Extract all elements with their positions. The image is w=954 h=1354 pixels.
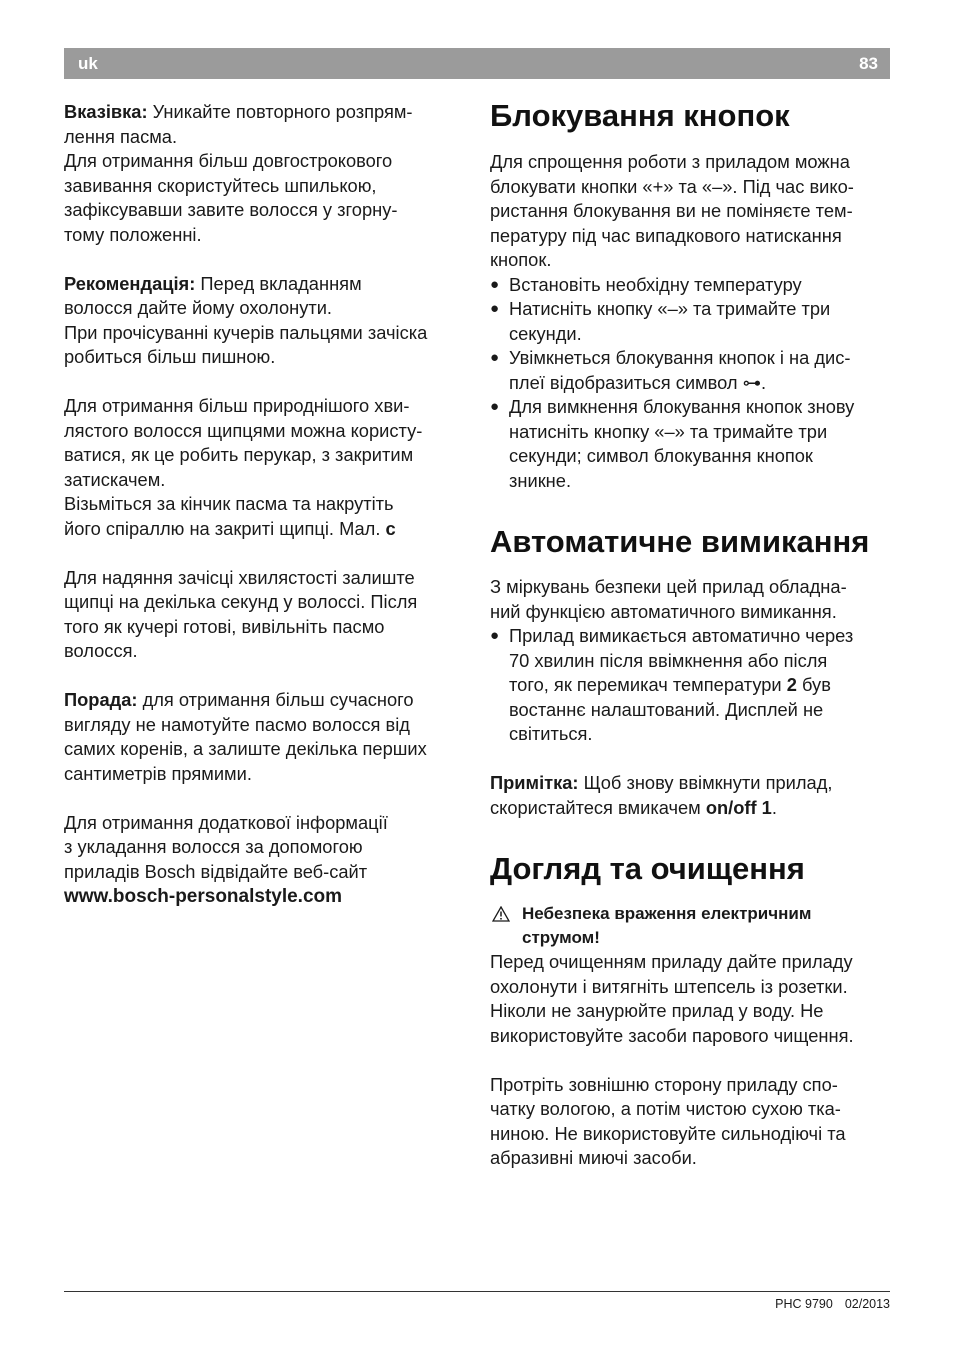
list-item: ● Для вимкнення блокування кнопок знову натисніть кнопку «–» та тримайте три секунди; символ блокування кнопок зникне. [490, 396, 855, 491]
warning-triangle-icon [492, 906, 510, 922]
publication-date: 02/2013 [844, 1297, 890, 1311]
section-title-auto-off: Автоматичне вимикання [490, 524, 870, 559]
bullet-icon: ● [490, 349, 500, 366]
list-item: ● Прилад вимикається автоматично через 70 хвилин після ввімкнення або після того, як перемикач температури 2 був востаннє налаштований. Дисплей не світиться. [490, 625, 854, 744]
figure-reference: c [385, 517, 396, 539]
key-lock-icon: ⊶ [742, 371, 761, 393]
natural-waves-paragraph: Для отримання більш природнішого хви- лястого волосся щипцями можна користу- ватися, як це робить перукар, з закритим затискачем. Візьміться за кінчик пасма та накрутіть його спіраллю на закриті щипці. Мал. c [64, 395, 423, 539]
recommendation-paragraph: Рекомендація: Перед вкладанням волосся дайте йому охолонути. При прочісуванні кучерів пальцями зачіска робиться більш пишною. [64, 272, 428, 367]
care-paragraph: Перед очищенням приладу дайте приладу охолонути і витягніть штепсель із розетки. Ніколи не занурюйте прилад у воду. Не використовуйте засоби парового чищення. [490, 951, 854, 1046]
bullet-icon: ● [490, 627, 500, 644]
list-item: ● Увімкнеться блокування кнопок і на дис- плеї відобразиться символ ⊶. [490, 347, 851, 393]
bullet-icon: ● [490, 398, 500, 415]
page-footer [775, 1297, 890, 1311]
list-item: ● Встановіть необхідну температуру [490, 273, 892, 298]
button-lock-intro: Для спрощення роботи з приладом можна блокувати кнопки «+» та «–». Під час вико- ристання блокування ви не поміняєте тем- пературу під час випадкового натискання кнопок. [490, 151, 854, 270]
model-number: PHC 9790 [775, 1297, 833, 1311]
section-title-care: Догляд та очищення [490, 851, 805, 886]
auto-off-note: Примітка: Щоб знову ввімкнути прилад, скористайтеся вмикачем on/off 1. [490, 772, 833, 818]
electric-shock-warning [490, 902, 892, 950]
section-title-button-lock: Блокування кнопок [490, 98, 790, 133]
list-item: ● Натисніть кнопку «–» та тримайте три секунди. [490, 298, 831, 344]
page-number: 83 [859, 53, 878, 73]
bullet-icon: ● [490, 275, 500, 293]
right-column [490, 100, 892, 1171]
language-code: uk [78, 53, 98, 73]
website-link[interactable]: www.bosch-personalstyle.com [64, 886, 343, 907]
auto-off-intro: З міркувань безпеки цей прилад обладна- ний функцією автоматичного вимикання. [490, 576, 847, 622]
more-info-paragraph: Для отримання додаткової інформації з укладання волосся за допомогою приладів Bosch відвідайте веб-сайт www.bosch-personalstyle.com [64, 811, 388, 907]
auto-off-list [490, 624, 892, 747]
page-header [64, 48, 890, 79]
wave-fixing-paragraph: Для надяння зачісці хвилястості залиште щипці на декілька секунд у волоссі. Після того як кучері готові, вивільніть пасмо волосся. [64, 566, 418, 661]
note-paragraph: Вказівка: Уникайте повторного розпрям- лення пасма. Для отримання більш довгострокового завивання скористуйтесь шпилькою, зафіксувавши завите волосся у згорну- тому положенні. [64, 101, 413, 245]
warning-text: Небезпека враження електричним струмом! [522, 904, 812, 947]
bullet-icon: ● [490, 300, 500, 317]
cleaning-paragraph: Протріть зовнішню сторону приладу спо- чатку вологою, а потім чистою сухою тка- ниною. Не використовуйте сильнодіючі та абразивні миючі засоби. [490, 1073, 846, 1168]
tip-paragraph: Порада: для отримання більш сучасного вигляду не намотуйте пасмо волосся від самих коренів, а залиште декілька перших сантиметрів прямими. [64, 689, 427, 784]
button-lock-steps [490, 273, 892, 494]
left-column [64, 100, 466, 910]
footer-divider [64, 1291, 890, 1292]
